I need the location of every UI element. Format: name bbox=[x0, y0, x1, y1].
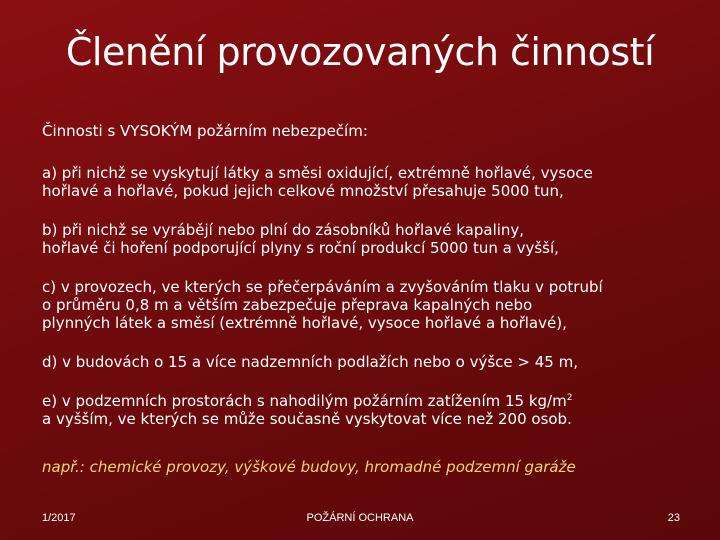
item-e-superscript: 2 bbox=[566, 393, 573, 403]
list-item-b bbox=[42, 221, 692, 257]
intro-text: Činnosti s VYSOKÝM požárním nebezpečím: bbox=[42, 122, 368, 140]
slide-content bbox=[42, 122, 692, 476]
list-item-d bbox=[42, 353, 692, 371]
item-d-line1: d) v budovách o 15 a více nadzemních podlažích nebo o výšce > 45 m, bbox=[42, 353, 578, 371]
item-c-line2: o průměru 0,8 m a větším zabezpečuje přeprava kapalných nebo bbox=[42, 296, 533, 314]
item-a-line2: hořlavé a hořlavé, pokud jejich celkové množství přesahuje 5000 tun, bbox=[42, 182, 564, 200]
item-e-line2: a vyšším, ve kterých se může současně vyskytovat více než 200 osob. bbox=[42, 410, 572, 428]
item-c-line3: plynných látek a směsí (extrémně hořlavé, vysoce hořlavé a hořlavé), bbox=[42, 314, 567, 332]
example-text: např.: chemické provozy, výškové budovy, hromadné podzemní garáže bbox=[42, 458, 576, 476]
item-b-line2: hořlavé či hoření podporující plyny s roční produkcí 5000 tun a vyšší, bbox=[42, 239, 559, 257]
page-number: 23 bbox=[667, 512, 680, 524]
list-item-c bbox=[42, 278, 692, 332]
item-e-line1: e) v podzemních prostorách s nahodilým požárním zatížením 15 kg/m bbox=[42, 392, 567, 410]
item-c-line1: c) v provozech, ve kterých se přečerpáváním a zvyšováním tlaku v potrubí bbox=[42, 278, 603, 296]
footer-title: POŽÁRNÍ OCHRANA bbox=[306, 512, 414, 524]
footer-date: 1/2017 bbox=[42, 512, 76, 524]
list-item-e bbox=[42, 392, 692, 428]
list-item-a bbox=[42, 164, 692, 200]
slide-title: Členění provozovaných činností bbox=[65, 30, 655, 74]
item-b-line1: b) při nichž se vyrábějí nebo plní do zásobníků hořlavé kapaliny, bbox=[42, 221, 525, 239]
item-a-line1: a) při nichž se vyskytují látky a směsi oxidující, extrémně hořlavé, vysoce bbox=[42, 164, 593, 182]
